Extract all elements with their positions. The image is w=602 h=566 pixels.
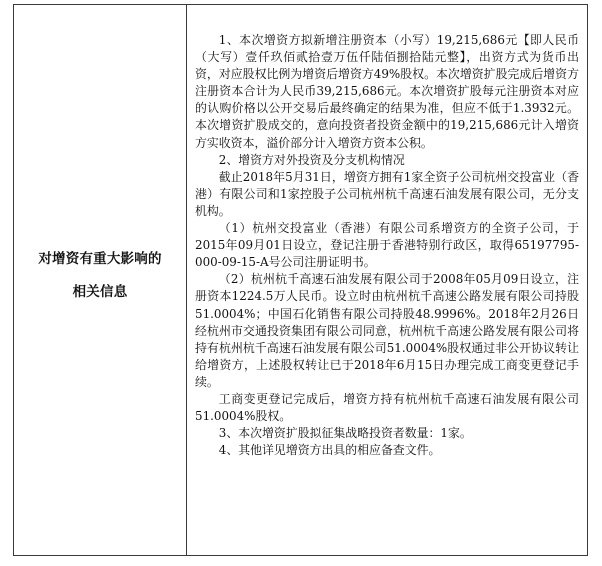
content-cell xyxy=(187,5,587,555)
label-line-2: 相关信息 xyxy=(72,284,128,300)
paragraph-registration-complete: 工商变更登记完成后，增资方持有杭州杭千高速石油发展有限公司51.0004%股权。 xyxy=(195,391,579,424)
paragraph-new-capital: 1、本次增资方拟新增注册资本（小写）19,215,686元【即人民币（大写）壹仟玖佰贰拾壹万伍仟陆佰捌拾陆元整】，出资方式为货币出资，对应股权比例为增资后增资方49%股权。本次增资扩股完成后增资方注册资本合计为人民币39,215,686元。本次增资扩股每元注册资本对应的认购价格以公开交易后最终确定的结果为准，但应不低于1.3932元。本次增资扩股成交的，意向投资者投资金额中的19,215,686元计入增资方实收资本，溢价部分计入增资方资本公积。 xyxy=(195,33,579,150)
paragraph-subsidiaries-summary: 截止2018年5月31日，增资方拥有1家全资子公司杭州交投富业（香港）有限公司和1家控股子公司杭州杭千高速石油发展有限公司，无分支机构。 xyxy=(195,169,579,218)
label-line-1: 对增资有重大影响的 xyxy=(38,251,162,267)
paragraph-other-documents: 4、其他详见增资方出具的相应备查文件。 xyxy=(218,443,441,458)
info-table xyxy=(13,4,588,556)
paragraph-investor-count: 3、本次增资扩股拟征集战略投资者数量：1家。 xyxy=(218,426,472,441)
paragraph-hk-subsidiary: （1）杭州交投富业（香港）有限公司系增资方的全资子公司，于2015年09月01日设立，登记注册于香港特别行政区，取得65197795-000-09-15-A号公司注册证明书。 xyxy=(195,221,579,270)
label-cell xyxy=(14,5,187,555)
paragraph-investment-heading: 2、增资方对外投资及分支机构情况 xyxy=(218,152,405,167)
paragraph-oil-subsidiary: （2）杭州杭千高速石油发展有限公司于2008年05月09日设立，注册资本1224.5万人民币。设立时由杭州杭千高速公路发展有限公司持股51.0004%；中国石化销售有限公司持股48.9996%。2018年2月26日经杭州市交通投资集团有限公司同意，杭州杭千高速公路发展有限公司将持有杭州杭千高速石油发展有限公司51.0004%股权通过非公开协议转让给增资方，上述股权转让已于2018年6月15日办理完成工商变更登记手续。 xyxy=(195,272,579,389)
